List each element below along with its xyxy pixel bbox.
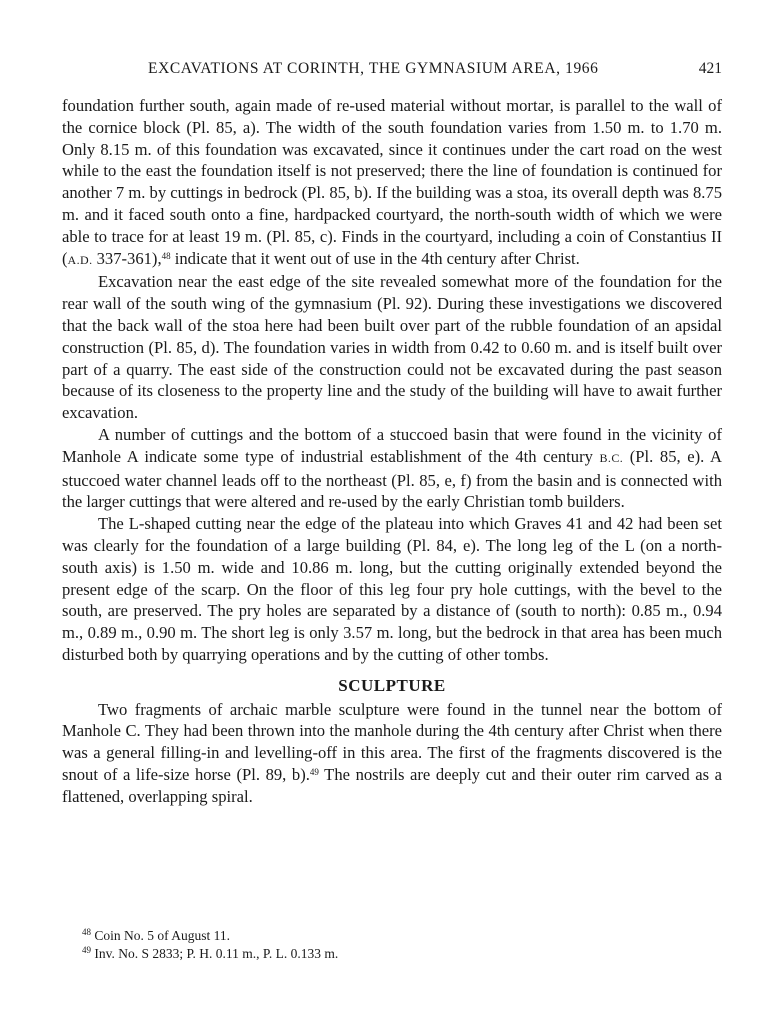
- paragraph-text: foundation further south, again made of re-used material without mortar, is parallel to the wall of the cornice block (Pl. 85, a). The width of the south foundation varies from 1.50 m. to 1.70 m. Only 8.15 m. of this foundation was excavated, since it continues under the cart road on the west while to the east the foundation itself is not preserved; there the line of foundation is continued for another 7 m. by cuttings in bedrock (Pl. 85, b). If the building was a stoa, its overall depth was 8.75 m. and it faced south onto a fine, hardpacked courtyard, the north-south width of which we were able to trace for at least 19 m. (Pl. 85, c). Finds in the courtyard, including a coin of Constantius II (: [62, 96, 722, 268]
- footnotes: [62, 927, 722, 963]
- paragraph-text: 337-361),: [92, 248, 162, 268]
- paragraph-text: indicate that it went out of use in the 4th century after Christ.: [170, 248, 580, 268]
- paragraph-manhole-a: [62, 424, 722, 513]
- body-text: [62, 95, 722, 808]
- footnote-49: [62, 945, 722, 963]
- footnote-mark: 49: [82, 945, 91, 955]
- footnote-ref-48: 48: [161, 250, 171, 261]
- running-head: [0, 60, 780, 84]
- footnote-text: Inv. No. S 2833; P. H. 0.11 m., P. L. 0.133 m.: [91, 946, 339, 961]
- paragraph-sculpture: [62, 699, 722, 808]
- running-title: EXCAVATIONS AT CORINTH, THE GYMNASIUM AREA, 1966: [148, 60, 599, 77]
- footnote-mark: 48: [82, 927, 91, 937]
- paragraph-text: (Pl. 85, e). A stuccoed water channel leads off to the northeast (Pl. 85, e, f) from the basin and is connected with the larger cuttings that were altered and re-used by the early Christian tomb builders.: [62, 446, 722, 512]
- paragraph-stoa-foundation: [62, 95, 722, 271]
- paragraph-text: The nostrils are deeply cut and their outer rim carved as a flattened, overlapping spiral.: [62, 764, 722, 806]
- paragraph-east-edge: Excavation near the east edge of the site revealed somewhat more of the foundation for the rear wall of the south wing of the gymnasium (Pl. 92). During these investigations we discovered that the back wall of the stoa here had been built over part of the rubble foundation of an apsidal construction (Pl. 85, d). The foundation varies in width from 0.42 to 0.60 m. and is itself built over part of a quarry. The east side of the construction could not be excavated during the past season because of its closeness to the property line and the study of the building will have to await further excavation.: [62, 272, 722, 423]
- paragraph-text: A number of cuttings and the bottom of a stuccoed basin that were found in the vicinity of Manhole A indicate some type of industrial establishment of the 4th century: [62, 424, 722, 466]
- page-number: 421: [698, 60, 722, 77]
- footnote-ref-49: 49: [309, 766, 319, 777]
- paragraph-l-shaped-cutting: The L-shaped cutting near the edge of the plateau into which Graves 41 and 42 had been set was clearly for the foundation of a large building (Pl. 84, e). The long leg of the L (on a north-south axis) is 1.50 m. wide and 10.86 m. long, but the cutting originally extended beyond the present edge of the scarp. On the floor of this leg four pry hole cuttings, with the bevel to the south, are preserved. The pry holes are separated by a distance of (south to north): 0.85 m., 0.94 m., 0.89 m., 0.90 m. The short leg is only 3.57 m. long, but the bedrock in that area has been much disturbed both by quarrying operations and by the cutting of other tombs.: [62, 514, 722, 664]
- footnote-text: Coin No. 5 of August 11.: [91, 928, 231, 943]
- footnote-48: [62, 927, 722, 945]
- section-heading-sculpture: SCULPTURE: [338, 675, 446, 695]
- era-abbreviation: A.D.: [67, 252, 93, 267]
- era-abbreviation: B.C.: [599, 450, 624, 465]
- paragraph-text: Two fragments of archaic marble sculpture were found in the tunnel near the bottom of Manhole C. They had been thrown into the manhole during the 4th century after Christ when there was a general filling-in and levelling-off in this area. The first of the fragments discovered is the snout of a life-size horse (Pl. 89, b).: [62, 699, 722, 784]
